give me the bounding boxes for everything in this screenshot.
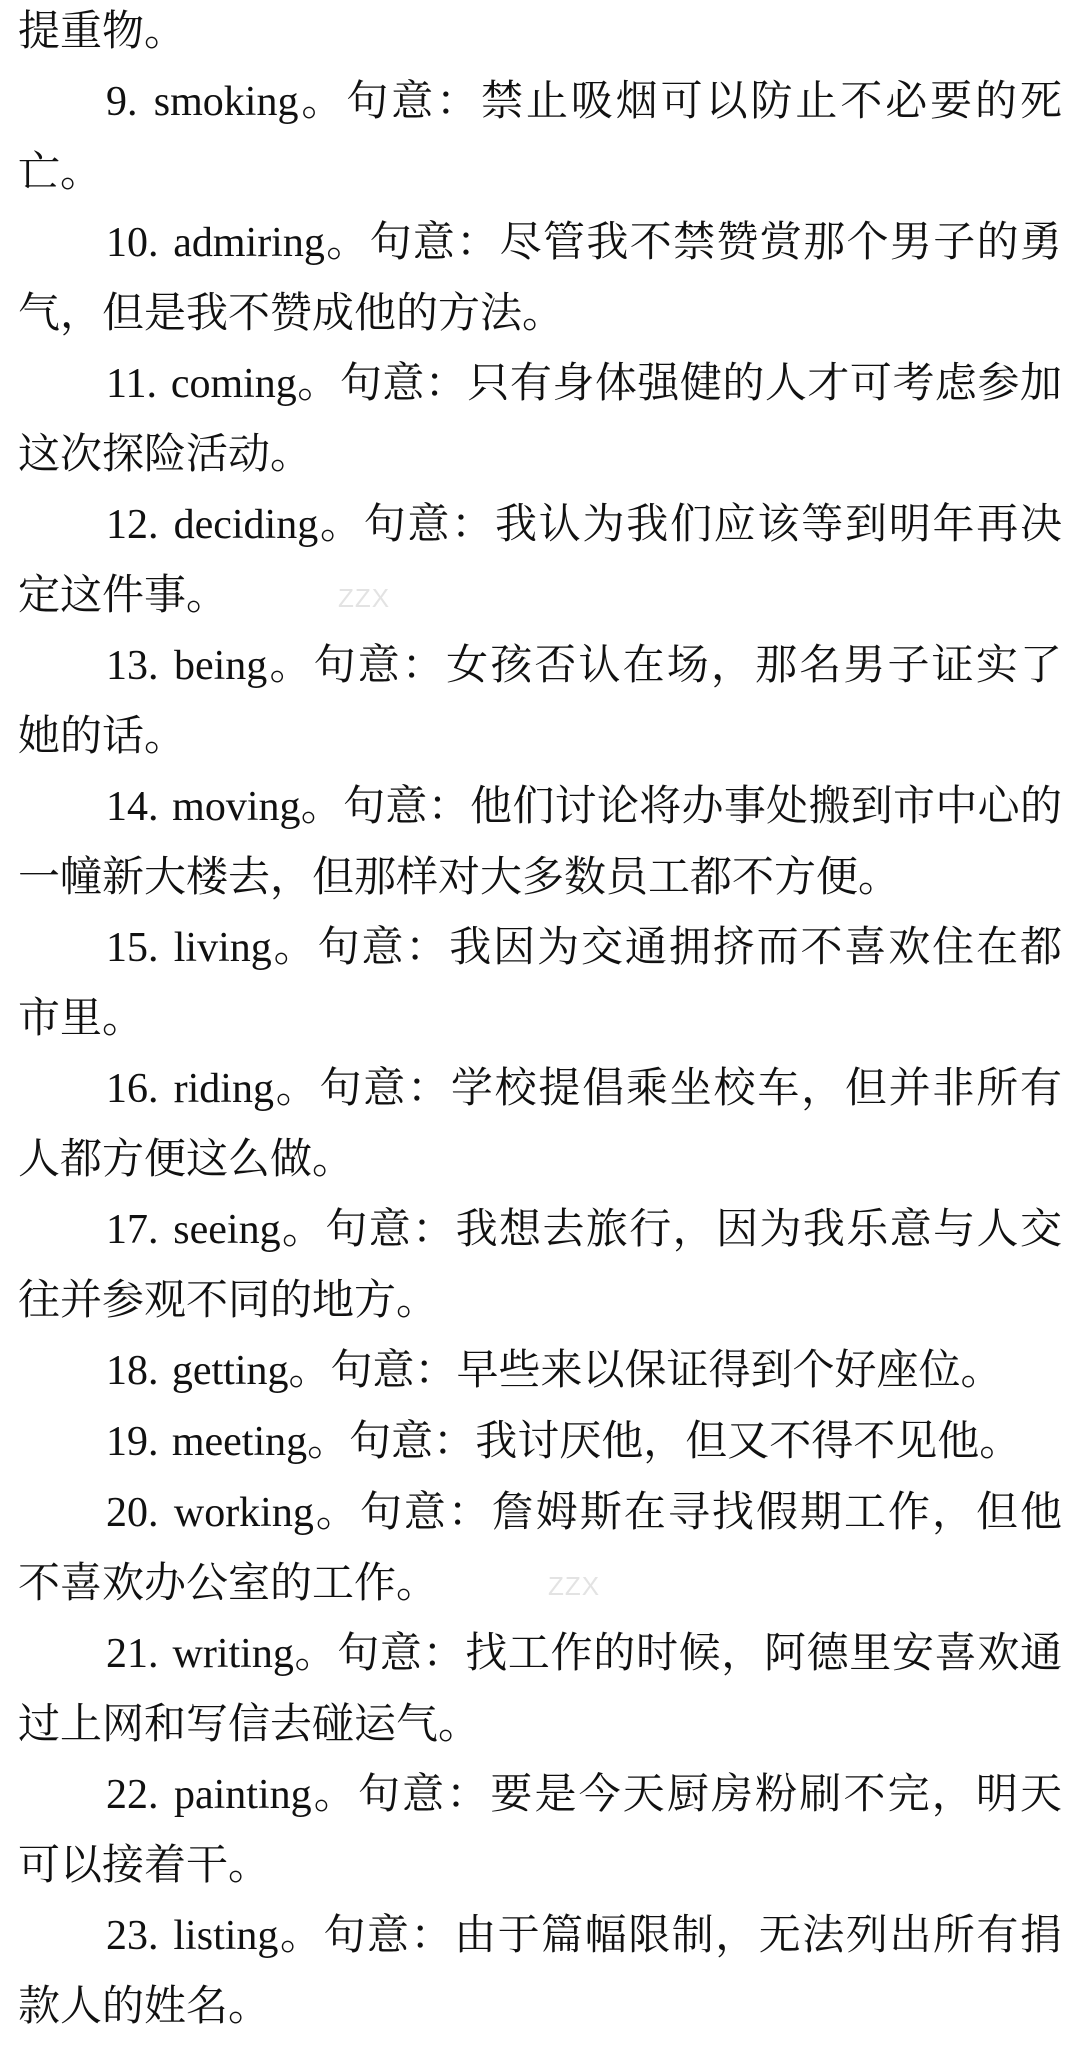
answer-entry-13: 13. being。句意：女孩否认在场，那名男子证实了她的话。 bbox=[18, 640, 1062, 760]
answer-entry-12: 12. deciding。句意：我认为我们应该等到明年再决定这件事。 ZZX bbox=[18, 499, 1062, 619]
entry-number: 12. bbox=[106, 502, 159, 548]
meaning-label: 句意： bbox=[325, 1204, 456, 1253]
sentence-meaning: 我讨厌他，但又不得不见他。 bbox=[475, 1416, 1022, 1465]
sentence-meaning: 要是今天厨房粉刷不完，明天可以接着干。 bbox=[18, 1769, 1062, 1889]
entry-number: 9. bbox=[106, 79, 138, 125]
sentence-meaning: 我认为我们应该等到明年再决定这件事。 bbox=[18, 499, 1062, 619]
continuation-line: 提重物。 bbox=[18, 6, 187, 55]
meaning-label: 句意： bbox=[359, 1487, 492, 1536]
entry-number: 23. bbox=[106, 1913, 159, 1959]
meaning-label: 句意： bbox=[363, 499, 495, 548]
answer-word: deciding bbox=[173, 502, 319, 548]
meaning-label: 句意： bbox=[349, 1416, 476, 1465]
meaning-label: 句意： bbox=[343, 781, 471, 830]
answer-entry-17: 17. seeing。句意：我想去旅行，因为我乐意与人交往并参观不同的地方。 bbox=[18, 1204, 1062, 1324]
entry-number: 21. bbox=[106, 1631, 159, 1677]
meaning-label: 句意： bbox=[319, 1063, 451, 1112]
sentence-meaning: 早些来以保证得到个好座位。 bbox=[456, 1345, 1003, 1394]
answer-word: writing bbox=[172, 1631, 294, 1677]
entry-number: 13. bbox=[106, 643, 159, 689]
entry-number: 19. bbox=[106, 1419, 159, 1465]
watermark: ZZX bbox=[548, 1571, 601, 1601]
answer-word: listing bbox=[173, 1913, 279, 1959]
answer-word: getting bbox=[171, 1348, 289, 1394]
answer-word: admiring bbox=[173, 220, 325, 266]
answer-word: moving bbox=[172, 784, 301, 830]
answer-entry-9: 9. smoking。句意：禁止吸烟可以防止不必要的死亡。 bbox=[18, 76, 1062, 196]
meaning-label: 句意： bbox=[323, 1910, 455, 1959]
answer-entry-23: 23. listing。句意：由于篇幅限制，无法列出所有捐款人的姓名。 bbox=[18, 1910, 1062, 2030]
sentence-meaning: 詹姆斯在寻找假期工作，但他不喜欢办公室的工作。 bbox=[18, 1487, 1062, 1607]
meaning-label: 句意： bbox=[337, 1628, 466, 1677]
answer-entry-10: 10. admiring。句意：尽管我不禁赞赏那个男子的勇气，但是我不赞成他的方法。 bbox=[18, 217, 1062, 337]
entry-number: 11. bbox=[106, 361, 157, 407]
sentence-meaning: 他们讨论将办事处搬到市中心的一幢新大楼去，但那样对大多数员工都不方便。 bbox=[18, 781, 1062, 901]
meaning-label: 句意： bbox=[346, 76, 482, 125]
sentence-meaning: 禁止吸烟可以防止不必要的死亡。 bbox=[18, 76, 1062, 196]
answer-entry-19: 19. meeting。句意：我讨厌他，但又不得不见他。 bbox=[106, 1416, 1022, 1465]
sentence-meaning: 我想去旅行，因为我乐意与人交往并参观不同的地方。 bbox=[18, 1204, 1062, 1324]
answer-word: working bbox=[173, 1490, 314, 1536]
sentence-meaning: 只有身体强健的人才可考虑参加这次探险活动。 bbox=[18, 358, 1062, 478]
sentence-meaning: 女孩否认在场，那名男子证实了她的话。 bbox=[18, 640, 1062, 760]
meaning-label: 句意： bbox=[357, 1769, 491, 1818]
answer-entry-15: 15. living。句意：我因为交通拥挤而不喜欢住在都市里。 bbox=[18, 922, 1062, 1042]
sentence-meaning: 我因为交通拥挤而不喜欢住在都市里。 bbox=[18, 922, 1062, 1042]
answer-word: seeing bbox=[173, 1207, 281, 1253]
answer-word: painting bbox=[174, 1772, 312, 1818]
entry-number: 14. bbox=[106, 784, 159, 830]
entry-number: 22. bbox=[106, 1772, 159, 1818]
entry-number: 15. bbox=[106, 925, 159, 971]
sentence-meaning: 学校提倡乘坐校车，但并非所有人都方便这么做。 bbox=[18, 1063, 1062, 1183]
answer-word: smoking bbox=[153, 79, 299, 125]
answer-word: coming bbox=[170, 361, 297, 407]
answer-word: riding bbox=[173, 1066, 274, 1112]
entry-number: 16. bbox=[106, 1066, 159, 1112]
watermark: ZZX bbox=[338, 583, 391, 613]
answer-entry-18: 18. getting。句意：早些来以保证得到个好座位。 bbox=[106, 1345, 1003, 1394]
meaning-label: 句意： bbox=[330, 1345, 457, 1394]
answer-entry-20: 20. working。句意：詹姆斯在寻找假期工作，但他不喜欢办公室的工作。 ZZX bbox=[18, 1487, 1062, 1607]
sentence-meaning: 由于篇幅限制，无法列出所有捐款人的姓名。 bbox=[18, 1910, 1062, 2030]
entry-number: 18. bbox=[106, 1348, 159, 1394]
answer-entry-21: 21. writing。句意：找工作的时候，阿德里安喜欢通过上网和写信去碰运气。 bbox=[18, 1628, 1062, 1748]
entry-number: 17. bbox=[106, 1207, 159, 1253]
entry-number: 10. bbox=[106, 220, 159, 266]
answer-entry-14: 14. moving。句意：他们讨论将办事处搬到市中心的一幢新大楼去，但那样对大多数员工都不方便。 bbox=[18, 781, 1062, 901]
meaning-label: 句意： bbox=[339, 358, 468, 407]
answer-entry-11: 11. coming。句意：只有身体强健的人才可考虑参加这次探险活动。 bbox=[18, 358, 1062, 478]
meaning-label: 句意： bbox=[369, 217, 500, 266]
meaning-label: 句意： bbox=[317, 922, 450, 971]
sentence-meaning: 找工作的时候，阿德里安喜欢通过上网和写信去碰运气。 bbox=[18, 1628, 1062, 1748]
meaning-label: 句意： bbox=[313, 640, 447, 689]
entry-number: 20. bbox=[106, 1490, 159, 1536]
sentence-meaning: 尽管我不禁赞赏那个男子的勇气，但是我不赞成他的方法。 bbox=[18, 217, 1062, 337]
answer-entry-16: 16. riding。句意：学校提倡乘坐校车，但并非所有人都方便这么做。 bbox=[18, 1063, 1062, 1183]
answer-entry-22: 22. painting。句意：要是今天厨房粉刷不完，明天可以接着干。 bbox=[18, 1769, 1062, 1889]
answer-word: being bbox=[174, 643, 268, 689]
answer-word: living bbox=[173, 925, 272, 971]
answer-word: meeting bbox=[171, 1419, 308, 1465]
